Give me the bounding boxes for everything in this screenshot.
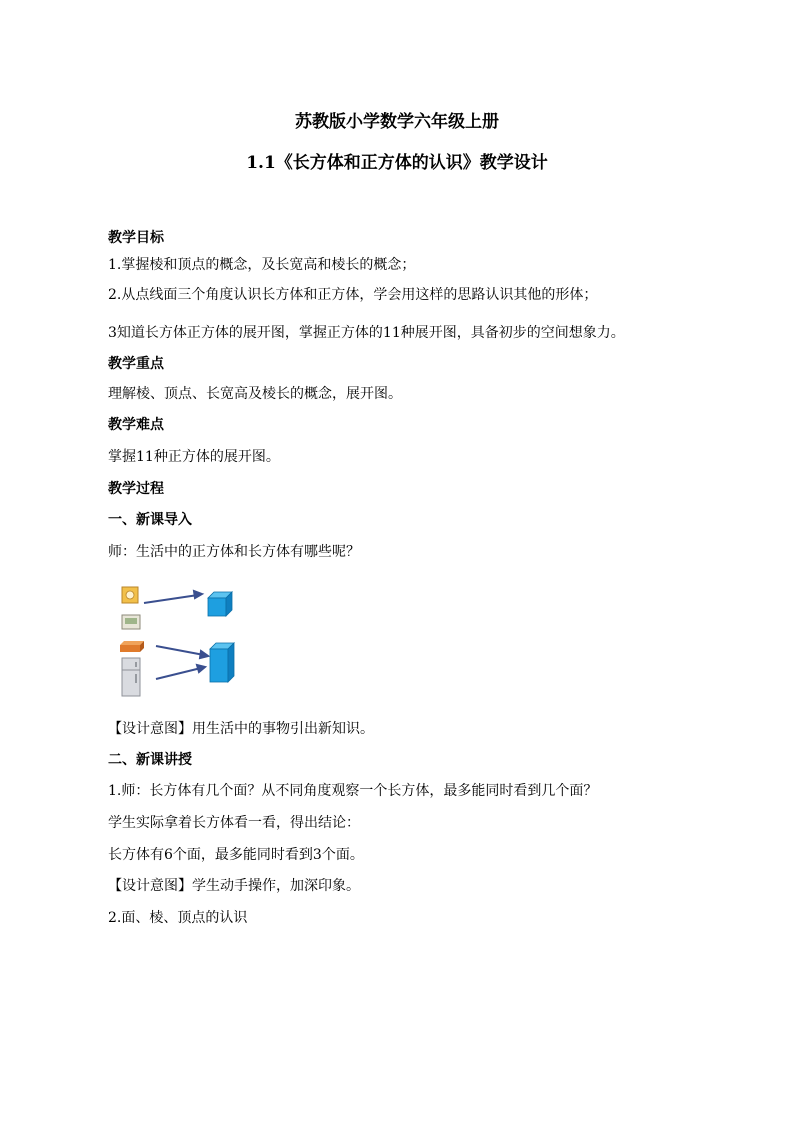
- page-subtitle: 1.1《长方体和正方体的认识》教学设计: [246, 153, 548, 173]
- goal-3: 3知道长方体正方体的展开图，掌握正方体的11种展开图，具备初步的空间想象力。: [108, 325, 625, 341]
- cube-icon: [208, 592, 232, 616]
- difficulty-text: 掌握11种正方体的展开图。: [108, 449, 280, 465]
- process-heading: 教学过程: [108, 481, 164, 497]
- tissue-box-icon: [122, 587, 138, 603]
- difficulty-heading: 教学难点: [108, 417, 164, 433]
- goal-2: 2.从点线面三个角度认识长方体和正方体，学会用这样的思路认识其他的形体；: [108, 287, 598, 303]
- goals-heading: 教学目标: [108, 230, 164, 246]
- item-2: 2.面、棱、顶点的认识: [108, 910, 248, 926]
- objects-to-shapes-diagram: [116, 583, 246, 698]
- teacher-question-1: 师：生活中的正方体和长方体有哪些呢？: [108, 544, 360, 560]
- arrow-icon: [156, 646, 208, 658]
- refrigerator-icon: [122, 658, 140, 696]
- page-title: 苏教版小学数学六年级上册: [295, 112, 499, 132]
- brick-icon: [120, 641, 144, 652]
- illustration-figure: [116, 583, 246, 698]
- teacher-question-2: 1.师：长方体有几个面？从不同角度观察一个长方体，最多能同时看到几个面？: [108, 783, 598, 799]
- key-heading: 教学重点: [108, 356, 164, 372]
- design-intent-2: 【设计意图】学生动手操作，加深印象。: [108, 878, 360, 894]
- box-icon: [122, 615, 140, 629]
- student-action: 学生实际拿着长方体看一看，得出结论：: [108, 815, 360, 831]
- goal-1: 1.掌握棱和顶点的概念，及长宽高和棱长的概念；: [108, 257, 416, 273]
- arrow-icon: [144, 591, 202, 603]
- key-text: 理解棱、顶点、长宽高及棱长的概念，展开图。: [108, 386, 402, 402]
- section-1-heading: 一、新课导入: [108, 512, 192, 528]
- section-2-heading: 二、新课讲授: [108, 752, 192, 768]
- conclusion: 长方体有6个面，最多能同时看到3个面。: [108, 847, 364, 863]
- arrow-icon: [156, 665, 205, 679]
- cuboid-icon: [210, 643, 234, 682]
- design-intent-1: 【设计意图】用生活中的事物引出新知识。: [108, 721, 374, 737]
